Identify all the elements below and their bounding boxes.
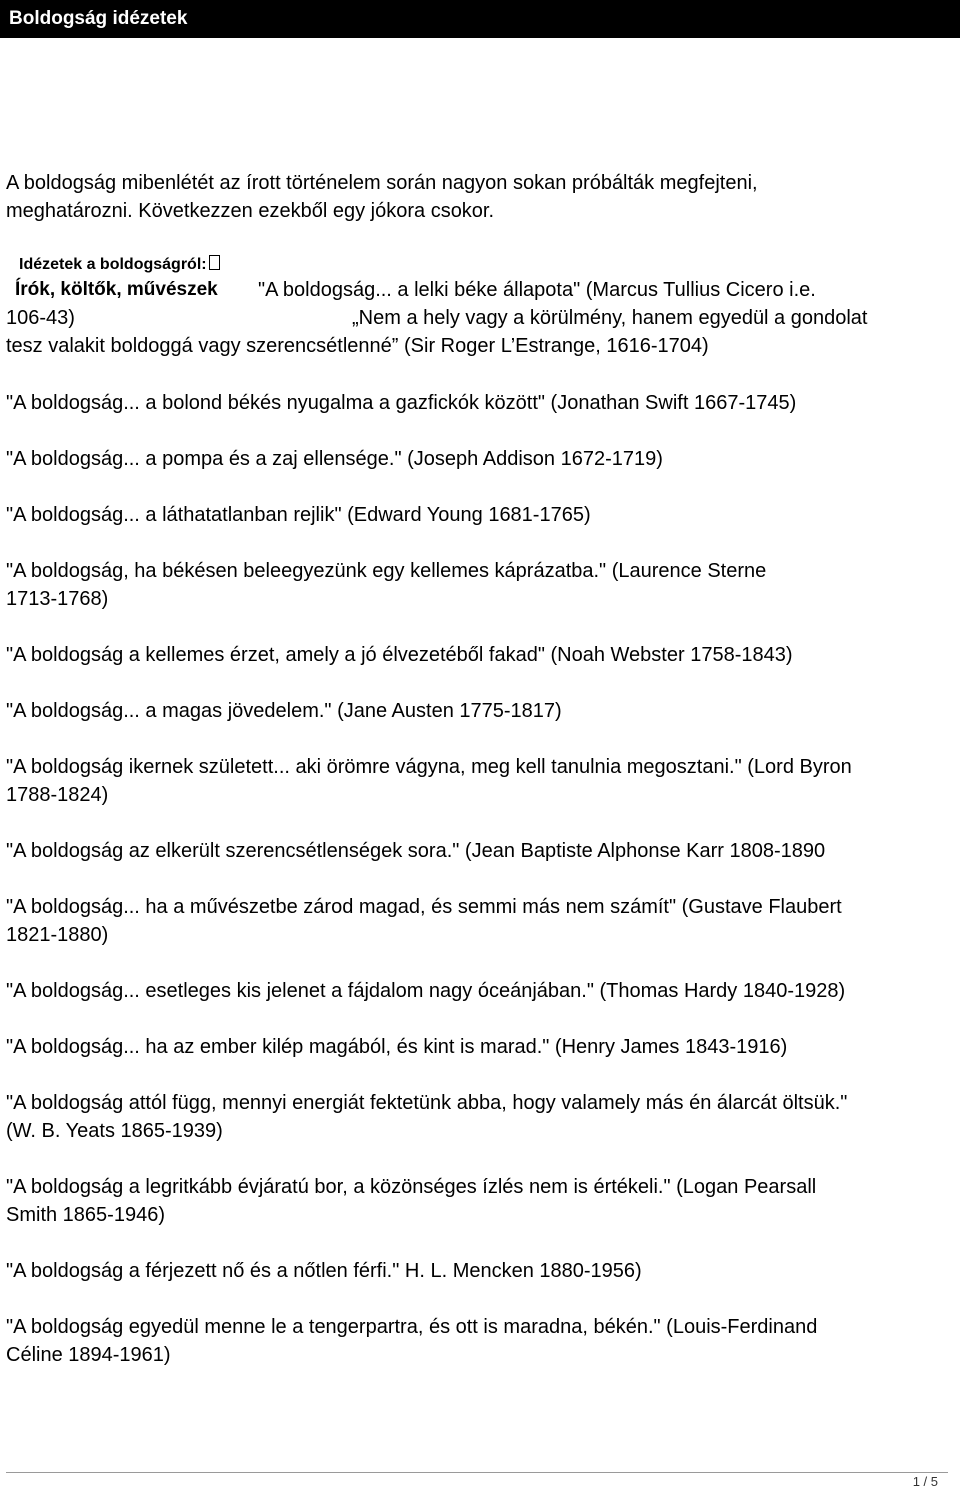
footer-divider xyxy=(6,1472,948,1473)
intro-line-2: meghatározni. Következzen ezekből egy jókora csokor. xyxy=(6,200,495,222)
quote-line: 1821-1880) xyxy=(6,924,109,946)
quote-line: "A boldogság... ha az ember kilép magából, és kint is marad." (Henry James 1843-1916) xyxy=(6,1036,788,1058)
quote-line: "A boldogság... a bolond békés nyugalma a gazfickók között" (Jonathan Swift 1667-1745) xyxy=(6,392,797,414)
quote-line: "A boldogság ikernek született... aki örömre vágyna, meg kell tanulnia megosztani." (Lord Byron xyxy=(6,756,852,778)
quote-line: "A boldogság a férjezett nő és a nőtlen férfi." H. L. Mencken 1880-1956) xyxy=(6,1260,642,1282)
quote-line: "A boldogság... a pompa és a zaj ellensége." (Joseph Addison 1672-1719) xyxy=(6,448,663,470)
quote-line: "A boldogság az elkerült szerencsétlenségek sora." (Jean Baptiste Alphonse Karr 1808-1890 xyxy=(6,840,826,862)
quote-estrange-line-2: tesz valakit boldoggá vagy szerencsétlenné” (Sir Roger L’Estrange, 1616-1704) xyxy=(6,335,709,357)
page-header xyxy=(0,0,960,38)
quote-line: (W. B. Yeats 1865-1939) xyxy=(6,1120,223,1142)
quote-line: "A boldogság... esetleges kis jelenet a fájdalom nagy óceánjában." (Thomas Hardy 1840-1928) xyxy=(6,980,846,1002)
intro-line-1: A boldogság mibenlétét az írott történelem során nagyon sokan próbálták megfejteni, xyxy=(6,172,758,194)
page-title: Boldogság idézetek xyxy=(9,8,188,29)
quote-line: "A boldogság... ha a művészetbe zárod magad, és semmi más nem számít" (Gustave Flaubert xyxy=(6,896,842,918)
authors-label: Írók, költők, művészek xyxy=(15,279,218,300)
quote-estrange-line-1: „Nem a hely vagy a körülmény, hanem egyedül a gondolat xyxy=(352,307,868,329)
quote-line: 1713-1768) xyxy=(6,588,109,610)
quote-line: "A boldogság egyedül menne le a tengerpartra, és ott is maradna, békén." (Louis-Ferdinand xyxy=(6,1316,818,1338)
quote-line: "A boldogság... a magas jövedelem." (Jane Austen 1775-1817) xyxy=(6,700,562,722)
quote-line: "A boldogság a kellemes érzet, amely a jó élvezetéből fakad" (Noah Webster 1758-1843) xyxy=(6,644,793,666)
quote-line: "A boldogság attól függ, mennyi energiát fektetünk abba, hogy valamely más én álarcát öltsük." xyxy=(6,1092,848,1114)
quote-cicero-line-2: 106-43) xyxy=(6,307,75,329)
missing-glyph-icon xyxy=(209,255,220,270)
quote-line: "A boldogság, ha békésen beleegyezünk egy kellemes káprázatba." (Laurence Sterne xyxy=(6,560,767,582)
quote-line: "A boldogság a legritkább évjáratú bor, a közönséges ízlés nem is értékeli." (Logan Pearsall xyxy=(6,1176,817,1198)
quote-line: Smith 1865-1946) xyxy=(6,1204,165,1226)
quote-line: 1788-1824) xyxy=(6,784,109,806)
quote-cicero-line-1: "A boldogság... a lelki béke állapota" (Marcus Tullius Cicero i.e. xyxy=(258,279,816,301)
section-heading xyxy=(19,254,220,276)
quote-line: Céline 1894-1961) xyxy=(6,1344,171,1366)
quote-line: "A boldogság... a láthatatlanban rejlik" (Edward Young 1681-1765) xyxy=(6,504,591,526)
page-number: 1 / 5 xyxy=(912,1474,938,1489)
section-heading-text: Idézetek a boldogságról: xyxy=(19,256,207,273)
